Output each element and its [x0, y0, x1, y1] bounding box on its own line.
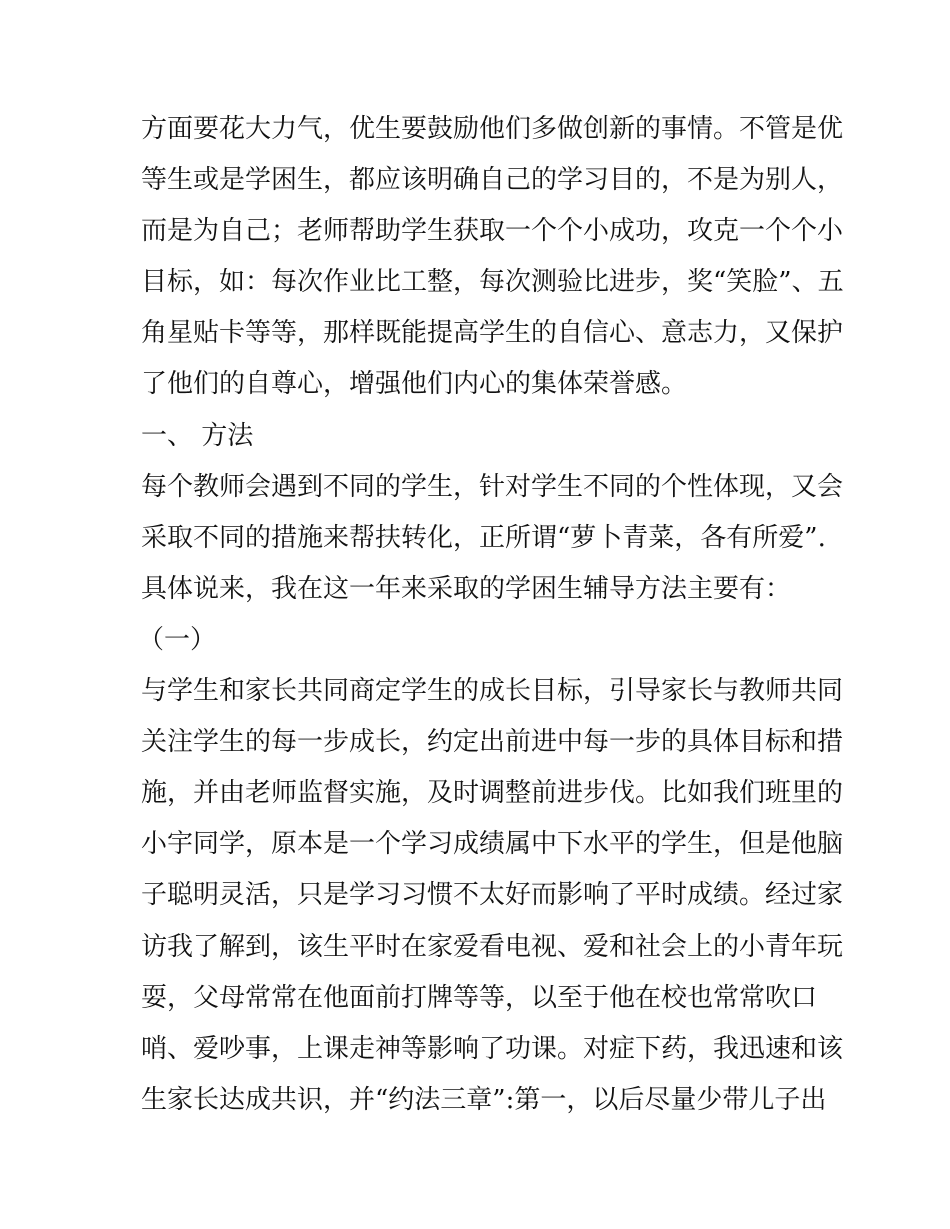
text-line: 角星贴卡等等，那样既能提高学生的自信心、意志力，又保护	[141, 318, 844, 349]
text-line: 目标，如：每次作业比工整，每次测验比进步，奖“笑脸”、五	[141, 267, 844, 298]
section-heading: 一、 方法	[141, 420, 254, 451]
text-line: 具体说来，我在这一年来采取的学困生辅导方法主要有：	[141, 573, 792, 604]
text-line: 而是为自己；老师帮助学生获取一个个小成功，攻克一个个小	[141, 216, 844, 247]
text-line: 访我了解到，该生平时在家爱看电视、爱和社会上的小青年玩	[141, 931, 844, 962]
text-line: 哨、爱吵事，上课走神等影响了功课。对症下药，我迅速和该	[141, 1033, 844, 1064]
text-line: 子聪明灵活，只是学习习惯不太好而影响了平时成绩。经过家	[141, 880, 844, 911]
text-line: 每个教师会遇到不同的学生，针对学生不同的个性体现，又会	[141, 471, 844, 502]
subsection-heading: （一）	[138, 624, 217, 655]
text-line: 与学生和家长共同商定学生的成长目标，引导家长与教师共同	[141, 676, 844, 707]
text-line: 施，并由老师监督实施，及时调整前进步伐。比如我们班里的	[141, 778, 844, 809]
text-line: 采取不同的措施来帮扶转化，正所谓“萝卜青菜，各有所爱”.	[141, 522, 826, 553]
text-line: 方面要花大力气，优生要鼓励他们多做创新的事情。不管是优	[141, 114, 844, 144]
text-line: 小宇同学，原本是一个学习成绩属中下水平的学生，但是他脑	[141, 829, 844, 860]
body-text	[138, 104, 844, 1126]
text-line: 等生或是学困生，都应该明确自己的学习目的，不是为别人，	[141, 165, 844, 196]
text-line: 生家长达成共识，并“约法三章”:第一，以后尽量少带儿子出	[141, 1084, 827, 1115]
text-line: 了他们的自尊心，增强他们内心的集体荣誉感。	[141, 369, 688, 400]
text-line: 关注学生的每一步成长，约定出前进中每一步的具体目标和措	[141, 727, 844, 758]
text-line: 耍，父母常常在他面前打牌等等，以至于他在校也常常吹口	[141, 982, 818, 1013]
